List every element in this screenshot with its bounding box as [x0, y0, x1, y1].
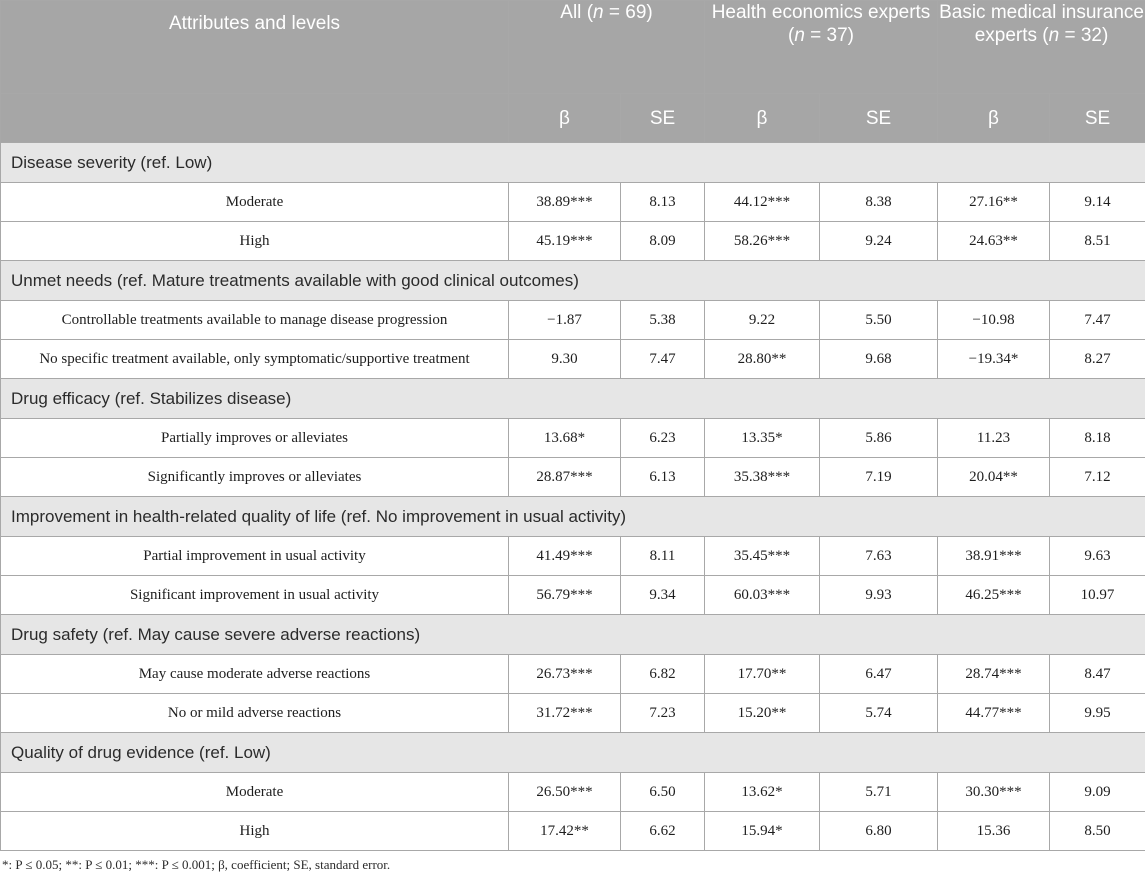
beta-cell: 9.22	[705, 301, 820, 340]
level-cell: No or mild adverse reactions	[1, 694, 509, 733]
header-row-stats	[1, 94, 1145, 143]
attributes-header-blank	[1, 94, 509, 143]
level-cell: May cause moderate adverse reactions	[1, 655, 509, 694]
se-cell: 9.63	[1050, 537, 1145, 576]
se-cell: 6.50	[621, 773, 705, 812]
table-row	[1, 537, 1145, 576]
group-header-health-economics	[705, 1, 938, 94]
n-variable: n	[1048, 25, 1060, 46]
beta-cell: −1.87	[509, 301, 621, 340]
group-header-all	[509, 1, 705, 94]
section-row	[1, 733, 1145, 773]
se-header: SE	[820, 94, 938, 143]
table-row	[1, 655, 1145, 694]
n-value: = 69)	[603, 2, 653, 23]
se-cell: 8.38	[820, 183, 938, 222]
beta-cell: 60.03***	[705, 576, 820, 615]
group-name: All	[560, 2, 582, 23]
section-title: Quality of drug evidence (ref. Low)	[1, 733, 1145, 773]
se-cell: 6.80	[820, 812, 938, 851]
se-cell: 8.18	[1050, 419, 1145, 458]
se-cell: 9.24	[820, 222, 938, 261]
se-cell: 6.47	[820, 655, 938, 694]
se-cell: 5.71	[820, 773, 938, 812]
table-row	[1, 301, 1145, 340]
beta-cell: −19.34*	[938, 340, 1050, 379]
beta-cell: 17.42**	[509, 812, 621, 851]
se-cell: 8.09	[621, 222, 705, 261]
se-cell: 8.11	[621, 537, 705, 576]
table-row	[1, 419, 1145, 458]
table-row	[1, 458, 1145, 497]
level-cell: No specific treatment available, only symptomatic/supportive treatment	[1, 340, 509, 379]
beta-cell: 56.79***	[509, 576, 621, 615]
section-row	[1, 143, 1145, 183]
table-row	[1, 183, 1145, 222]
se-cell: 7.12	[1050, 458, 1145, 497]
header-row-groups	[1, 1, 1145, 94]
beta-cell: −10.98	[938, 301, 1050, 340]
section-row	[1, 615, 1145, 655]
beta-cell: 13.62*	[705, 773, 820, 812]
attributes-header-label: Attributes and levels	[168, 13, 341, 34]
n-prefix: (	[787, 25, 795, 46]
beta-cell: 41.49***	[509, 537, 621, 576]
n-prefix: (	[586, 2, 594, 23]
group-name: Health economics experts	[711, 2, 931, 23]
beta-cell: 26.50***	[509, 773, 621, 812]
n-value: = 37)	[804, 25, 855, 46]
level-cell: Moderate	[1, 183, 509, 222]
se-cell: 5.74	[820, 694, 938, 733]
level-cell: Significantly improves or alleviates	[1, 458, 509, 497]
se-cell: 9.09	[1050, 773, 1145, 812]
n-prefix: (	[1042, 25, 1049, 46]
level-cell: Partially improves or alleviates	[1, 419, 509, 458]
section-row	[1, 261, 1145, 301]
beta-cell: 17.70**	[705, 655, 820, 694]
beta-cell: 28.74***	[938, 655, 1050, 694]
section-row	[1, 379, 1145, 419]
se-cell: 8.50	[1050, 812, 1145, 851]
beta-cell: 44.12***	[705, 183, 820, 222]
section-title: Unmet needs (ref. Mature treatments available with good clinical outcomes)	[1, 261, 1145, 301]
beta-cell: 28.80**	[705, 340, 820, 379]
se-cell: 7.63	[820, 537, 938, 576]
se-cell: 5.86	[820, 419, 938, 458]
se-header: SE	[1050, 94, 1145, 143]
level-cell: Partial improvement in usual activity	[1, 537, 509, 576]
beta-header: β	[509, 94, 621, 143]
se-cell: 8.47	[1050, 655, 1145, 694]
beta-cell: 45.19***	[509, 222, 621, 261]
table-row	[1, 576, 1145, 615]
table-row	[1, 694, 1145, 733]
beta-cell: 27.16**	[938, 183, 1050, 222]
beta-cell: 35.45***	[705, 537, 820, 576]
level-cell: High	[1, 222, 509, 261]
level-cell: Moderate	[1, 773, 509, 812]
n-value: = 32)	[1059, 25, 1109, 46]
se-cell: 6.13	[621, 458, 705, 497]
se-cell: 10.97	[1050, 576, 1145, 615]
attributes-header	[1, 1, 509, 94]
group-name: Basic medical insurance experts	[939, 2, 1144, 46]
table-row	[1, 773, 1145, 812]
beta-cell: 15.36	[938, 812, 1050, 851]
beta-cell: 15.20**	[705, 694, 820, 733]
level-cell: High	[1, 812, 509, 851]
section-row	[1, 497, 1145, 537]
level-cell: Controllable treatments available to manage disease progression	[1, 301, 509, 340]
section-title: Drug safety (ref. May cause severe adverse reactions)	[1, 615, 1145, 655]
beta-header: β	[705, 94, 820, 143]
table-row	[1, 222, 1145, 261]
beta-cell: 13.35*	[705, 419, 820, 458]
beta-cell: 13.68*	[509, 419, 621, 458]
beta-cell: 30.30***	[938, 773, 1050, 812]
beta-cell: 44.77***	[938, 694, 1050, 733]
beta-cell: 20.04**	[938, 458, 1050, 497]
section-title: Disease severity (ref. Low)	[1, 143, 1145, 183]
beta-cell: 15.94*	[705, 812, 820, 851]
beta-cell: 58.26***	[705, 222, 820, 261]
table-row	[1, 812, 1145, 851]
se-header: SE	[621, 94, 705, 143]
n-variable: n	[794, 25, 805, 46]
se-cell: 9.95	[1050, 694, 1145, 733]
table-footnote: *: P ≤ 0.05; **: P ≤ 0.01; ***: P ≤ 0.001; β, coefficient; SE, standard error.	[2, 857, 391, 872]
se-cell: 5.38	[621, 301, 705, 340]
n-variable: n	[593, 2, 604, 23]
beta-cell: 38.89***	[509, 183, 621, 222]
section-title: Improvement in health-related quality of life (ref. No improvement in usual activity)	[1, 497, 1145, 537]
beta-cell: 9.30	[509, 340, 621, 379]
se-cell: 6.23	[621, 419, 705, 458]
beta-cell: 24.63**	[938, 222, 1050, 261]
section-title: Drug efficacy (ref. Stabilizes disease)	[1, 379, 1145, 419]
beta-cell: 38.91***	[938, 537, 1050, 576]
se-cell: 8.27	[1050, 340, 1145, 379]
se-cell: 9.34	[621, 576, 705, 615]
beta-cell: 46.25***	[938, 576, 1050, 615]
se-cell: 6.82	[621, 655, 705, 694]
se-cell: 8.13	[621, 183, 705, 222]
se-cell: 9.14	[1050, 183, 1145, 222]
se-cell: 7.47	[621, 340, 705, 379]
beta-cell: 26.73***	[509, 655, 621, 694]
se-cell: 6.62	[621, 812, 705, 851]
group-header-basic-medical-insurance	[938, 1, 1145, 94]
se-cell: 7.47	[1050, 301, 1145, 340]
beta-cell: 31.72***	[509, 694, 621, 733]
table-body	[1, 143, 1145, 851]
beta-cell: 35.38***	[705, 458, 820, 497]
beta-header: β	[938, 94, 1050, 143]
se-cell: 8.51	[1050, 222, 1145, 261]
beta-cell: 28.87***	[509, 458, 621, 497]
se-cell: 7.19	[820, 458, 938, 497]
beta-cell: 11.23	[938, 419, 1050, 458]
se-cell: 9.68	[820, 340, 938, 379]
level-cell: Significant improvement in usual activity	[1, 576, 509, 615]
se-cell: 7.23	[621, 694, 705, 733]
se-cell: 5.50	[820, 301, 938, 340]
se-cell: 9.93	[820, 576, 938, 615]
table-row	[1, 340, 1145, 379]
